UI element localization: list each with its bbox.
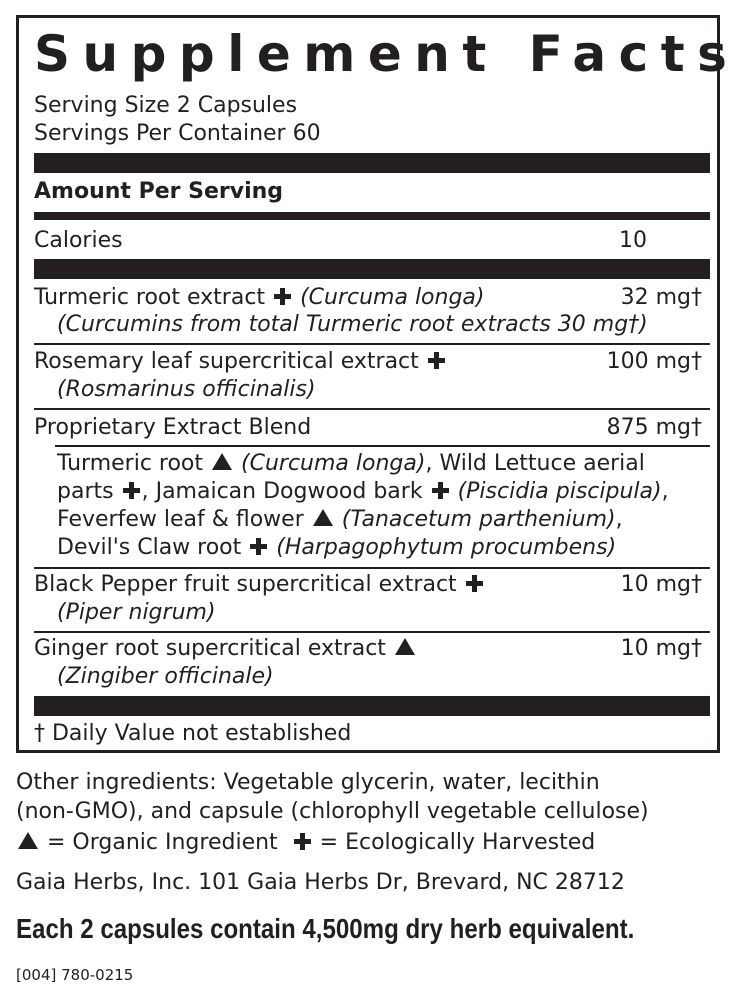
thick-divider [34, 153, 710, 173]
turmeric-row [34, 284, 484, 312]
panel-title: Supplement Facts [34, 25, 740, 83]
ginger-name: Ginger root supercritical extract [34, 636, 386, 661]
thick-divider [34, 259, 710, 279]
rosemary-row [34, 348, 447, 376]
row-divider [34, 408, 710, 410]
legend-organic: = Organic Ingredient [47, 830, 278, 855]
curcumins-note: (Curcumins from total Turmeric root extracts 30 mg†) [57, 312, 648, 337]
pepper-name: Black Pepper fruit supercritical extract [34, 572, 457, 597]
ginger-amount: 10 mg† [620, 636, 702, 661]
blend-dogwood: , Jamaican Dogwood bark [141, 479, 423, 504]
cross-icon [432, 482, 449, 499]
row-divider [34, 631, 710, 633]
blend-line-2 [57, 478, 669, 506]
triangle-icon [395, 638, 415, 655]
supplement-facts-panel [16, 15, 740, 753]
blend-devils-claw: Devil's Claw root [57, 535, 242, 560]
rosemary-amount: 100 mg† [606, 349, 702, 374]
other-ingredients-line-1: Other ingredients: Vegetable glycerin, water, lecithin [16, 770, 600, 795]
serving-size: Serving Size 2 Capsules [34, 93, 298, 118]
blend-comma: , [661, 479, 669, 504]
pepper-row [34, 571, 485, 599]
legend-harvested: = Ecologically Harvested [319, 830, 596, 855]
turmeric-latin: (Curcuma longa) [300, 285, 485, 310]
calories-label: Calories [34, 228, 123, 253]
cross-icon [294, 833, 311, 850]
triangle-icon [313, 509, 333, 526]
pepper-latin: (Piper nigrum) [57, 600, 216, 625]
ginger-row [34, 635, 417, 663]
calories-value: 10 [619, 228, 647, 253]
cross-icon [250, 538, 267, 555]
blend-line-3 [57, 506, 623, 534]
blend-feverfew: Feverfew leaf & flower [57, 507, 304, 532]
blend-amount: 875 mg† [606, 415, 702, 440]
cross-icon [428, 352, 445, 369]
row-divider [34, 567, 710, 569]
pepper-amount: 10 mg† [620, 572, 702, 597]
cross-icon [274, 288, 291, 305]
cross-icon [123, 482, 140, 499]
dry-herb-statement: Each 2 capsules contain 4,500mg dry herb equivalent. [16, 913, 635, 944]
cross-icon [466, 575, 483, 592]
amount-per-serving-header: Amount Per Serving [34, 179, 284, 204]
daily-value-footnote: † Daily Value not established [34, 721, 352, 746]
triangle-icon [18, 832, 38, 849]
blend-wild-lettuce: , Wild Lettuce aerial [425, 451, 645, 476]
blend-turmeric: Turmeric root [57, 451, 204, 476]
blend-line-1 [57, 450, 645, 478]
rosemary-latin: (Rosmarinus officinalis) [57, 377, 316, 402]
other-ingredients-line-2: (non-GMO), and capsule (chlorophyll vegetable cellulose) [16, 799, 649, 824]
row-divider [34, 343, 710, 345]
blend-turmeric-latin: (Curcuma longa) [241, 451, 426, 476]
turmeric-name: Turmeric root extract [34, 285, 266, 310]
blend-comma: , [615, 507, 623, 532]
manufacturer-address: Gaia Herbs, Inc. 101 Gaia Herbs Dr, Brevard, NC 28712 [16, 870, 625, 895]
blend-dogwood-latin: (Piscidia piscipula) [457, 479, 662, 504]
medium-divider [34, 212, 710, 220]
ginger-latin: (Zingiber officinale) [57, 664, 274, 689]
blend-parts: parts [57, 479, 114, 504]
symbol-legend [16, 828, 595, 857]
servings-per-container: Servings Per Container 60 [34, 121, 321, 146]
blend-devils-claw-latin: (Harpagophytum procumbens) [276, 535, 617, 560]
triangle-icon [212, 453, 232, 470]
turmeric-amount: 32 mg† [620, 285, 702, 310]
product-code: [004] 780-0215 [16, 966, 134, 984]
blend-feverfew-latin: (Tanacetum parthenium) [341, 507, 616, 532]
rosemary-name: Rosemary leaf supercritical extract [34, 349, 419, 374]
blend-line-4 [57, 534, 616, 562]
blend-name: Proprietary Extract Blend [34, 415, 312, 440]
row-divider [55, 445, 710, 447]
thick-divider [34, 696, 710, 716]
